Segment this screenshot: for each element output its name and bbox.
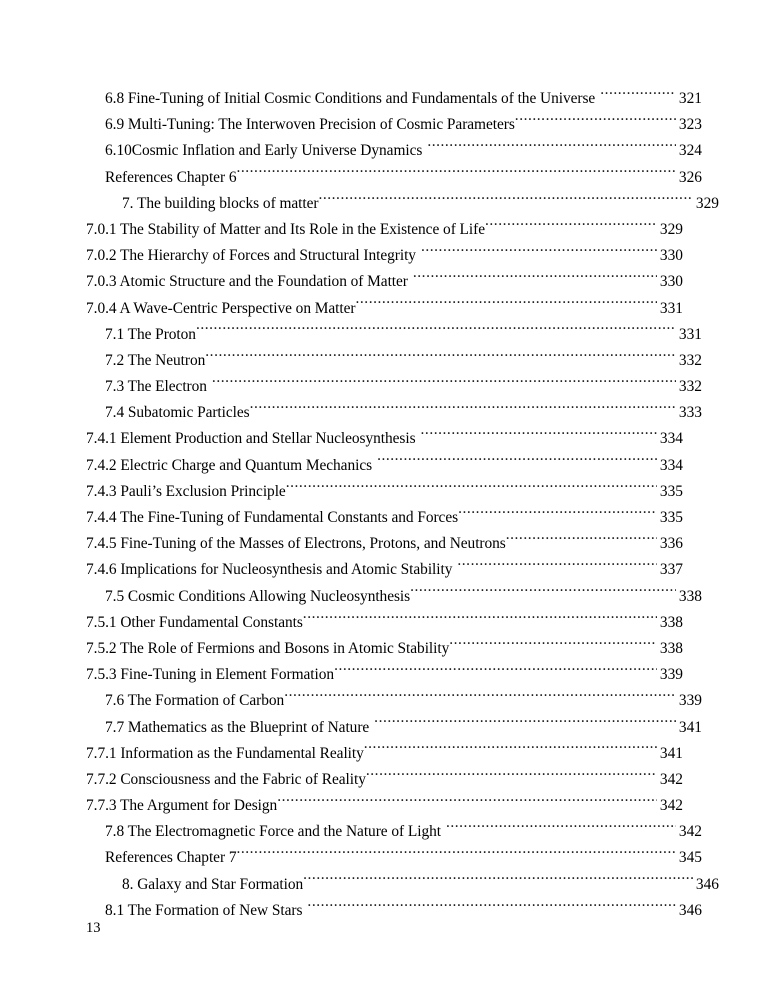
toc-entry-page-number: 334	[659, 456, 683, 474]
toc-dot-leader	[506, 533, 657, 548]
toc-entry-title: 7.4.5 Fine-Tuning of the Masses of Electrons, Protons, and Neutrons	[86, 535, 506, 553]
toc-entry-title: 6.8 Fine-Tuning of Initial Cosmic Conditions and Fundamentals of the Universe	[105, 90, 596, 107]
toc-entry-page-number: 330	[659, 247, 683, 265]
toc-entry-page-number: 341	[659, 744, 683, 762]
toc-entry[interactable]	[86, 165, 702, 191]
toc-entry-title: 7.5.2 The Role of Fermions and Bosons in Atomic Stability	[86, 639, 450, 657]
toc-entry[interactable]	[86, 505, 683, 531]
toc-entry[interactable]	[86, 138, 702, 164]
toc-entry[interactable]	[86, 191, 719, 217]
toc-entry[interactable]	[86, 845, 702, 871]
toc-dot-leader	[441, 821, 676, 836]
toc-entry-page-number: 346	[695, 875, 719, 893]
toc-entry-title: References Chapter 6	[105, 168, 237, 186]
toc-entry[interactable]	[86, 636, 683, 662]
toc-dot-leader	[302, 899, 676, 914]
toc-entry-page-number: 329	[695, 194, 719, 212]
toc-entry[interactable]	[86, 479, 683, 505]
toc-dot-leader	[515, 114, 676, 129]
toc-dot-leader	[416, 245, 657, 260]
toc-dot-leader	[334, 664, 657, 679]
toc-entry-page-number: 331	[678, 325, 702, 343]
toc-entry[interactable]	[86, 426, 683, 452]
toc-dot-leader	[458, 507, 657, 522]
toc-entry-page-number: 339	[678, 692, 702, 710]
toc-entry-title: 7.0.4 A Wave-Centric Perspective on Matter	[86, 299, 356, 317]
toc-entry-page-number: 339	[659, 666, 683, 684]
toc-entry[interactable]	[86, 662, 683, 688]
toc-entry-title: 7.0.3 Atomic Structure and the Foundation of Matter	[86, 273, 408, 291]
toc-entry[interactable]	[86, 374, 702, 400]
table-of-contents-list	[86, 86, 719, 924]
toc-entry-title: 7.0.2 The Hierarchy of Forces and Structural Integrity	[86, 247, 416, 265]
toc-dot-leader	[595, 88, 676, 103]
toc-entry[interactable]	[86, 872, 719, 898]
toc-entry-page-number: 331	[659, 299, 683, 317]
toc-entry-page-number: 345	[678, 849, 702, 867]
toc-dot-leader	[410, 585, 676, 600]
toc-entry-title: 7.7.1 Information as the Fundamental Reality	[86, 744, 364, 762]
toc-dot-leader	[422, 140, 676, 155]
toc-entry-title: 7.3 The Electron	[105, 378, 207, 396]
toc-dot-leader	[250, 402, 676, 417]
toc-entry[interactable]	[86, 86, 702, 112]
toc-entry[interactable]	[86, 348, 702, 374]
toc-entry-title: 7. The building blocks of matter	[122, 194, 319, 212]
toc-dot-leader	[364, 742, 657, 757]
toc-entry[interactable]	[86, 767, 683, 793]
toc-entry[interactable]	[86, 531, 683, 557]
toc-entry-page-number: 333	[678, 404, 702, 422]
toc-entry-page-number: 332	[678, 351, 702, 369]
toc-dot-leader	[236, 166, 676, 181]
toc-dot-leader	[303, 873, 693, 888]
toc-entry[interactable]	[86, 112, 702, 138]
toc-entry-title: References Chapter 7	[105, 849, 237, 867]
toc-entry-title: 7.8 The Electromagnetic Force and the Nature of Light	[105, 823, 441, 841]
toc-dot-leader	[277, 795, 657, 810]
toc-dot-leader	[485, 219, 657, 234]
toc-dot-leader	[205, 349, 676, 364]
toc-entry[interactable]	[86, 741, 683, 767]
toc-dot-leader	[207, 376, 676, 391]
toc-entry[interactable]	[86, 819, 702, 845]
toc-entry-page-number: 342	[659, 797, 683, 815]
toc-entry-page-number: 346	[678, 901, 702, 919]
toc-entry-title: 7.5 Cosmic Conditions Allowing Nucleosynthesis	[105, 587, 411, 605]
toc-entry[interactable]	[86, 453, 683, 479]
toc-entry[interactable]	[86, 610, 683, 636]
toc-entry-title: 7.4.3 Pauli’s Exclusion Principle	[86, 482, 286, 500]
toc-entry-page-number: 337	[659, 561, 683, 579]
toc-entry-page-number: 329	[659, 220, 683, 238]
toc-entry-page-number: 338	[659, 639, 683, 657]
toc-dot-leader	[318, 192, 693, 207]
toc-entry[interactable]	[86, 688, 702, 714]
toc-entry-title: 7.0.1 The Stability of Matter and Its Role in the Existence of Life	[86, 220, 485, 238]
toc-entry-page-number: 326	[678, 168, 702, 186]
toc-entry-title: 7.1 The Proton	[105, 325, 196, 343]
toc-entry[interactable]	[86, 557, 683, 583]
toc-entry-page-number: 334	[659, 430, 683, 448]
toc-entry[interactable]	[86, 400, 702, 426]
toc-dot-leader	[372, 454, 657, 469]
toc-entry[interactable]	[86, 793, 683, 819]
toc-entry-title: 7.7.3 The Argument for Design	[86, 797, 278, 815]
toc-entry-page-number: 323	[678, 116, 702, 134]
toc-entry-page-number: 341	[678, 718, 702, 736]
toc-entry[interactable]	[86, 217, 683, 243]
toc-entry[interactable]	[86, 584, 702, 610]
toc-entry[interactable]	[86, 243, 683, 269]
toc-entry-page-number: 338	[659, 613, 683, 631]
toc-entry-title: 7.4.1 Element Production and Stellar Nucleosynthesis	[86, 430, 416, 448]
page-number-footer: 13	[86, 920, 101, 936]
toc-dot-leader	[286, 480, 657, 495]
toc-entry-title: 7.4.4 The Fine-Tuning of Fundamental Constants and Forces	[86, 509, 459, 526]
toc-entry-page-number: 332	[678, 378, 702, 396]
toc-entry[interactable]	[86, 715, 702, 741]
toc-entry-title: 7.7.2 Consciousness and the Fabric of Reality	[86, 770, 366, 788]
toc-dot-leader	[369, 716, 676, 731]
toc-entry-title: 7.5.3 Fine-Tuning in Element Formation	[86, 666, 335, 684]
toc-entry-page-number: 321	[678, 90, 702, 107]
toc-entry-title: 7.4.6 Implications for Nucleosynthesis and Atomic Stability	[86, 561, 453, 579]
toc-entry[interactable]	[86, 322, 702, 348]
toc-entry-page-number: 342	[678, 823, 702, 841]
toc-dot-leader	[196, 323, 676, 338]
toc-entry[interactable]	[86, 296, 683, 322]
toc-entry-page-number: 335	[659, 482, 683, 500]
toc-entry[interactable]	[86, 269, 683, 295]
toc-entry-title: 7.4.2 Electric Charge and Quantum Mechanics	[86, 456, 373, 474]
toc-entry-page-number: 324	[678, 142, 702, 160]
toc-entry-title: 7.6 The Formation of Carbon	[105, 692, 285, 710]
toc-entry-title: 8. Galaxy and Star Formation	[122, 875, 304, 893]
toc-entry-title: 7.2 The Neutron	[105, 351, 206, 369]
toc-entry-page-number: 336	[659, 535, 683, 553]
toc-dot-leader	[303, 611, 657, 626]
toc-dot-leader	[284, 690, 676, 705]
toc-entry-page-number: 338	[678, 587, 702, 605]
toc-entry-title: 6.10Cosmic Inflation and Early Universe Dynamics	[105, 142, 423, 160]
toc-entry-page-number: 335	[659, 509, 683, 526]
toc-entry-title: 7.7 Mathematics as the Blueprint of Nature	[105, 718, 370, 736]
toc-entry-page-number: 342	[659, 770, 683, 788]
toc-entry[interactable]	[86, 898, 702, 924]
toc-dot-leader	[408, 271, 657, 286]
toc-dot-leader	[449, 638, 657, 653]
toc-entry-title: 6.9 Multi-Tuning: The Interwoven Precision of Cosmic Parameters	[105, 116, 515, 134]
toc-entry-title: 7.5.1 Other Fundamental Constants	[86, 613, 303, 631]
toc-dot-leader	[366, 768, 657, 783]
toc-dot-leader	[236, 847, 676, 862]
toc-entry-page-number: 330	[659, 273, 683, 291]
toc-dot-leader	[356, 297, 658, 312]
toc-entry-title: 7.4 Subatomic Particles	[105, 404, 250, 422]
toc-dot-leader	[416, 428, 657, 443]
toc-dot-leader	[452, 559, 657, 574]
toc-entry-title: 8.1 The Formation of New Stars	[105, 901, 303, 919]
